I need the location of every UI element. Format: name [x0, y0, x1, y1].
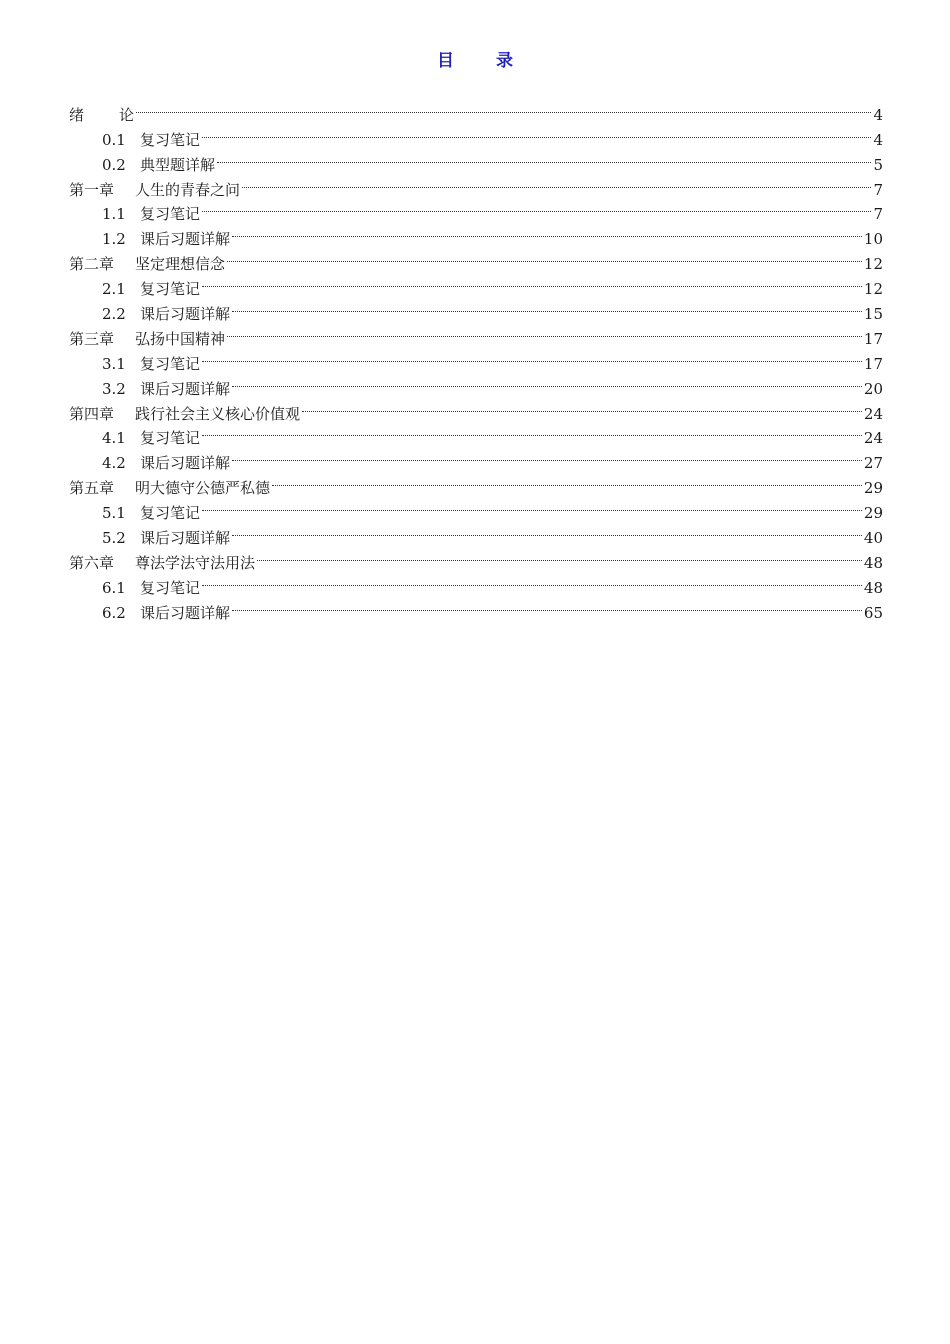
toc-entry-label	[102, 128, 200, 153]
toc-entry-title: 复习笔记	[140, 130, 201, 149]
toc-entry-number: 4.2	[102, 454, 126, 473]
toc-entry-label	[102, 352, 200, 377]
toc-page-number: 29	[863, 479, 883, 498]
toc-entry-title: 典型题详解	[140, 155, 216, 174]
toc-entry-label	[102, 377, 230, 402]
toc-dot-leader	[232, 593, 862, 618]
toc-entry-title: 人生的青春之问	[135, 180, 241, 199]
toc-entry-label	[102, 277, 200, 302]
toc-page-number: 10	[863, 230, 883, 249]
toc-dot-leader	[232, 294, 862, 319]
toc-entry-title: 课后习题详解	[140, 529, 231, 548]
toc-chapter-entry[interactable]	[69, 95, 883, 124]
toc-entry-title: 课后习题详解	[140, 379, 231, 398]
toc-page-number: 7	[873, 180, 883, 199]
toc-entry-label	[102, 576, 200, 601]
toc-dot-leader	[242, 170, 871, 195]
toc-entry-label	[102, 501, 200, 526]
toc-dot-leader	[227, 319, 862, 344]
toc-page-number: 27	[863, 454, 883, 473]
toc-entry-number: 3.1	[102, 354, 126, 373]
toc-dot-leader	[202, 419, 862, 444]
toc-entry-number: 6.1	[102, 578, 126, 597]
toc-entry-label	[102, 526, 230, 551]
toc-entry-number: 5.1	[102, 504, 126, 523]
toc-page-number: 4	[873, 130, 883, 149]
toc-page-number: 24	[863, 429, 883, 448]
toc-entry-number: 3.2	[102, 379, 126, 398]
toc-entry-title: 践行社会主义核心价值观	[135, 404, 301, 423]
toc-entry-title: 尊法学法守法用法	[135, 553, 256, 572]
toc-page-number: 65	[863, 603, 883, 622]
toc-entry-title: 复习笔记	[140, 504, 201, 523]
table-of-contents	[69, 95, 883, 622]
toc-entry-number: 第五章	[69, 479, 115, 498]
toc-entry-title: 论	[119, 105, 135, 124]
toc-entry-label	[102, 426, 200, 451]
toc-entry-title: 课后习题详解	[140, 454, 231, 473]
toc-entry-number: 5.2	[102, 529, 126, 548]
toc-dot-leader	[272, 468, 862, 493]
toc-dot-leader	[202, 568, 862, 593]
toc-entry-number: 第六章	[69, 553, 115, 572]
toc-entry-title: 课后习题详解	[140, 230, 231, 249]
toc-entry-title: 复习笔记	[140, 429, 201, 448]
toc-entry-title: 复习笔记	[140, 205, 201, 224]
toc-entry-label	[102, 601, 230, 626]
toc-entry-label	[102, 302, 230, 327]
toc-page-number: 29	[863, 504, 883, 523]
toc-entry-title: 复习笔记	[140, 280, 201, 299]
toc-entry-title: 坚定理想信念	[135, 255, 226, 274]
toc-dot-leader	[136, 95, 871, 120]
toc-page-number: 12	[863, 255, 883, 274]
toc-entry-number: 2.2	[102, 305, 126, 324]
toc-dot-leader	[217, 145, 871, 170]
toc-entry-label	[102, 153, 215, 178]
toc-page-number: 17	[863, 354, 883, 373]
toc-entry-title: 弘扬中国精神	[135, 329, 226, 348]
toc-dot-leader	[202, 195, 871, 220]
toc-dot-leader	[227, 244, 862, 269]
toc-entry-title: 课后习题详解	[140, 603, 231, 622]
toc-dot-leader	[257, 543, 862, 568]
toc-entry-label	[102, 451, 230, 476]
toc-dot-leader	[202, 269, 862, 294]
toc-page-number: 48	[863, 578, 883, 597]
toc-entry-number: 0.1	[102, 130, 126, 149]
toc-dot-leader	[232, 369, 862, 394]
toc-dot-leader	[202, 120, 871, 145]
toc-title: 目 录	[437, 51, 531, 71]
toc-entry-number: 4.1	[102, 429, 126, 448]
toc-entry-number: 第一章	[69, 180, 115, 199]
toc-section-entry[interactable]	[69, 120, 883, 149]
toc-entry-title: 课后习题详解	[140, 305, 231, 324]
toc-page-number: 5	[873, 155, 883, 174]
toc-entry-number: 第四章	[69, 404, 115, 423]
toc-dot-leader	[202, 493, 862, 518]
toc-entry-number: 第三章	[69, 329, 115, 348]
toc-page-number: 48	[863, 553, 883, 572]
toc-entry-label	[102, 227, 230, 252]
toc-entry-title: 复习笔记	[140, 578, 201, 597]
toc-entry-number: 0.2	[102, 155, 126, 174]
toc-entry-title: 复习笔记	[140, 354, 201, 373]
toc-page-number: 17	[863, 329, 883, 348]
toc-dot-leader	[232, 219, 862, 244]
toc-entry-number: 第二章	[69, 255, 115, 274]
toc-entry-number: 2.1	[102, 280, 126, 299]
toc-entry-title: 明大德守公德严私德	[135, 479, 271, 498]
toc-entry-number: 1.1	[102, 205, 126, 224]
toc-page-number: 24	[863, 404, 883, 423]
toc-entry-number: 1.2	[102, 230, 126, 249]
toc-dot-leader	[232, 443, 862, 468]
toc-entry-label	[69, 103, 134, 128]
toc-entry-number: 6.2	[102, 603, 126, 622]
toc-page-number: 15	[863, 305, 883, 324]
toc-dot-leader	[302, 394, 862, 419]
toc-page-number: 12	[863, 280, 883, 299]
toc-page-number: 7	[873, 205, 883, 224]
toc-page-number: 40	[863, 529, 883, 548]
toc-page-number: 4	[873, 105, 883, 124]
toc-dot-leader	[202, 344, 862, 369]
toc-dot-leader	[232, 518, 862, 543]
toc-entry-label	[102, 202, 200, 227]
toc-entry-number: 绪	[69, 105, 85, 124]
toc-page-number: 20	[863, 379, 883, 398]
